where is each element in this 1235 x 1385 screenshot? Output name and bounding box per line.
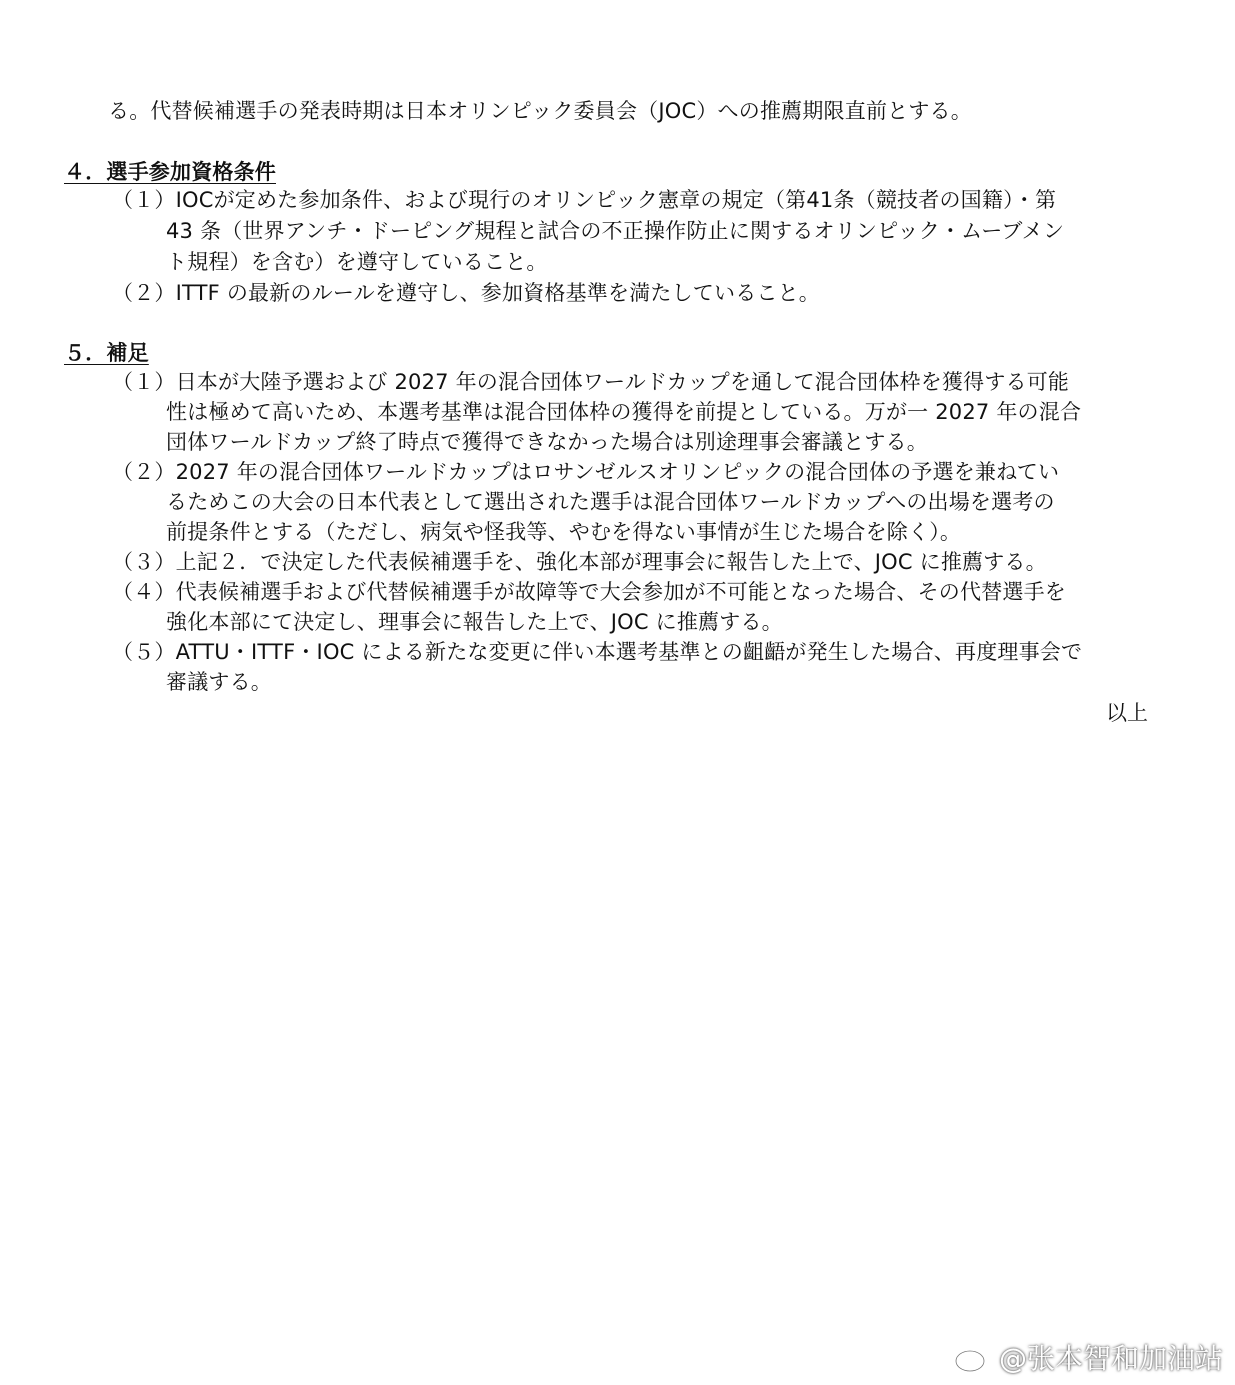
section-4-item-1-line-2: 43 条（世界アンチ・ドーピング規程と試合の不正操作防止に関するオリンピック・ムーブメン (166, 219, 1065, 243)
section-5-item-5-line-1: （５）ATTU・ITTF・IOC による新たな変更に伴い本選考基準との齟齬が発生した場合、再度理事会で (112, 640, 1083, 664)
section-5-item-1-line-1: （１）日本が大陸予選および 2027 年の混合団体ワールドカップを通して混合団体枠を獲得する可能 (112, 370, 1070, 394)
section-4-heading: ４．選手参加資格条件 (64, 160, 276, 184)
section-5-item-2-line-2: るためこの大会の日本代表として選出された選手は混合団体ワールドカップへの出場を選考の (166, 490, 1055, 514)
section-5-item-5-line-2: 審議する。 (166, 670, 272, 694)
section-4-item-2-line-1: （２）ITTF の最新のルールを遵守し、参加資格基準を満たしていること。 (112, 281, 821, 305)
watermark (953, 1337, 1223, 1377)
section-5-item-1-line-2: 性は極めて高いため、本選考基準は混合団体枠の獲得を前提としている。万が一 2027 年の混合 (166, 400, 1082, 424)
intro-line: る。代替候補選手の発表時期は日本オリンピック委員会（JOC）への推薦期限直前とする。 (108, 99, 972, 123)
weibo-icon (953, 1340, 993, 1374)
section-5-item-4-line-1: （４）代表候補選手および代替候補選手が故障等で大会参加が不可能となった場合、その代替選手を (112, 580, 1066, 604)
section-4-item-1-line-1: （１）IOCが定めた参加条件、および現行のオリンピック憲章の規定（第41条（競技者の国籍）・第 (112, 188, 1057, 212)
section-5-item-2-line-3: 前提条件とする（ただし、病気や怪我等、やむを得ない事情が生じた場合を除く）。 (166, 520, 962, 544)
section-5-heading: ５．補足 (64, 341, 149, 365)
section-4-item-1-line-3: ト規程）を含む）を遵守していること。 (166, 250, 548, 274)
section-5-item-1-line-3: 団体ワールドカップ終了時点で獲得できなかった場合は別途理事会審議とする。 (166, 430, 928, 454)
section-5-item-2-line-1: （２）2027 年の混合団体ワールドカップはロサンゼルスオリンピックの混合団体の予選を兼ねてい (112, 460, 1060, 484)
watermark-text: @张本智和加油站 (998, 1342, 1223, 1375)
section-5-item-4-line-2: 強化本部にて決定し、理事会に報告した上で、JOC に推薦する。 (166, 610, 783, 634)
section-5-item-3-line-1: （３）上記２．で決定した代表候補選手を、強化本部が理事会に報告した上で、JOC に推薦する。 (112, 550, 1047, 574)
closing-remark: 以上 (1106, 701, 1148, 725)
